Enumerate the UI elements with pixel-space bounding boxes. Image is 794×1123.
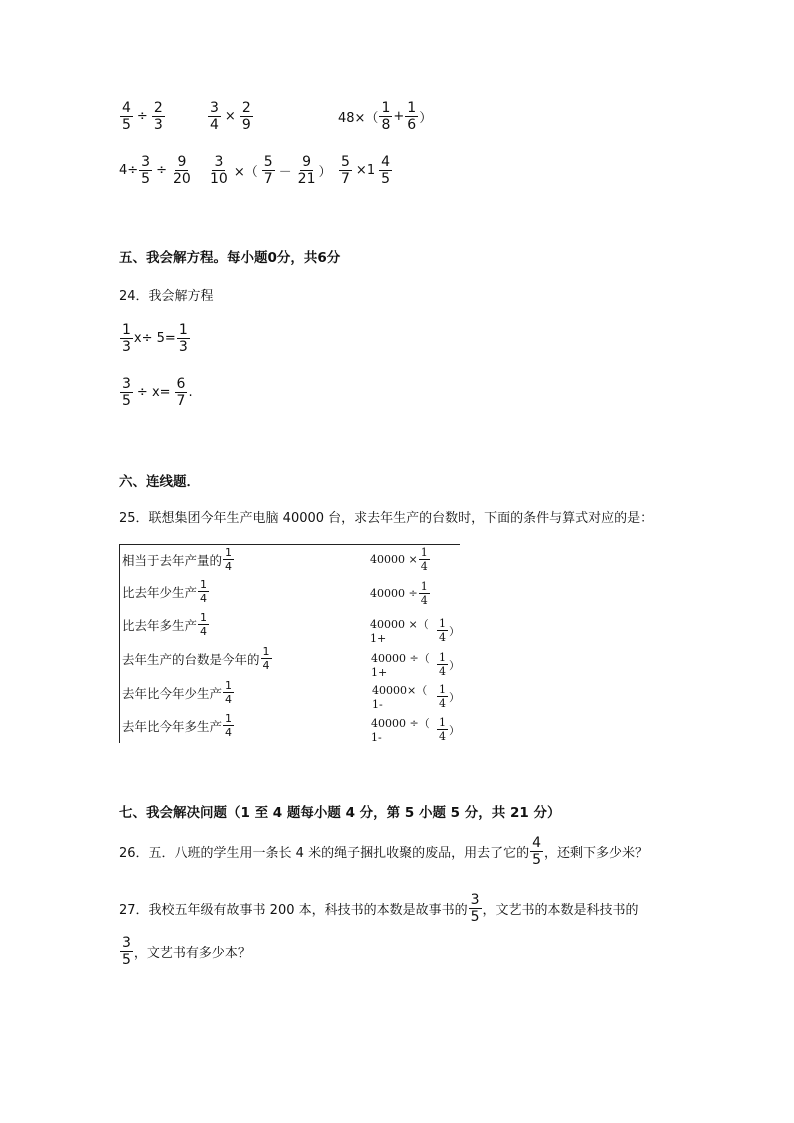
section-heading-7: 七、我会解决问题（1 至 4 题每小题 4 分，第 5 小题 5 分，共 21 分） xyxy=(119,805,561,821)
formula-cell: 40000 ÷ $\frac{1}{4}$ xyxy=(370,580,428,607)
fraction: $\frac{1}{3}$ xyxy=(122,322,131,355)
fraction: $\frac{5}{7}$ xyxy=(263,154,273,187)
fraction: $\frac{1}{6}$ xyxy=(407,100,417,133)
fraction: $\frac{1}{3}$ xyxy=(178,322,188,355)
table-row xyxy=(120,612,460,644)
formula-cell: 40000 × $\frac{1}{4}$ xyxy=(370,546,428,573)
condition-cell: 去年比今年少生产 $\frac{1}{4}$ xyxy=(122,679,233,706)
fraction: $\frac{3}{5}$ xyxy=(141,154,151,187)
fraction: $\frac{3}{5}$ xyxy=(470,892,480,925)
question-27-continued: $\frac{3}{5}$ ，文艺书有多少本？ xyxy=(122,935,251,968)
matching-table xyxy=(119,544,460,743)
equation-2: $\frac{3}{5}$ ÷ x= $\frac{6}{7}$ . xyxy=(122,376,193,409)
calc-expr-3: 48×（ $\frac{1}{8}$ + $\frac{1}{6}$ ） xyxy=(338,100,433,133)
fraction: $\frac{4}{5}$ xyxy=(532,835,541,868)
fraction: $\frac{9}{20}$ xyxy=(173,154,191,187)
question-27: 27．我校五年级有故事书 200 本，科技书的本数是故事书的 $\frac{3}{5}$ ，文艺书的本数是科技书的 xyxy=(119,892,639,925)
fraction: $\frac{4}{5}$ xyxy=(122,100,131,133)
table-row xyxy=(120,547,460,579)
question-25: 25．联想集团今年生产电脑 40000 台，求去年生产的台数时，下面的条件与算式对应的是： xyxy=(119,511,654,526)
condition-cell: 去年比今年多生产 $\frac{1}{4}$ xyxy=(122,712,233,739)
fraction: $\frac{3}{4}$ xyxy=(210,100,219,133)
question-26: 26．五．八班的学生用一条长 4 米的绳子捆扎收聚的废品，用去了它的 $\frac{4}{5}$ ，还剩下多少米？ xyxy=(119,835,649,868)
table-row xyxy=(120,713,460,745)
table-row xyxy=(120,646,460,678)
equation-1: $\frac{1}{3}$ x÷ 5= $\frac{1}{3}$ xyxy=(122,322,188,355)
formula-cell: 40000 ×（ 1+ $\frac{1}{4}$ ） xyxy=(370,617,460,645)
fraction: $\frac{9}{21}$ xyxy=(297,154,316,187)
condition-cell: 相当于去年产量的 $\frac{1}{4}$ xyxy=(122,546,233,573)
fraction: $\frac{3}{5}$ xyxy=(122,376,131,409)
fraction: $\frac{2}{9}$ xyxy=(241,100,251,133)
question-24: 24．我会解方程 xyxy=(119,289,214,304)
fraction: $\frac{1}{8}$ xyxy=(381,100,391,133)
calc-expr-6: $\frac{5}{7}$ ×1 $\frac{4}{5}$ xyxy=(341,154,391,187)
fraction: $\frac{2}{3}$ xyxy=(153,100,163,133)
table-row xyxy=(120,579,460,611)
condition-cell: 比去年少生产 $\frac{1}{4}$ xyxy=(122,578,208,605)
fraction: $\frac{5}{7}$ xyxy=(341,154,350,187)
fraction: $\frac{6}{7}$ xyxy=(176,376,186,409)
section-heading-5: 五、我会解方程。每小题0分，共6分 xyxy=(119,250,341,266)
calc-expr-5: $\frac{3}{10}$ ×（ $\frac{5}{7}$ － $\frac{9}{21}$ ） xyxy=(210,154,332,187)
formula-cell: 40000 ÷（ 1+ $\frac{1}{4}$ ） xyxy=(371,651,460,679)
table-row xyxy=(120,680,460,712)
section-heading-6: 六、连线题． xyxy=(119,474,200,490)
condition-cell: 比去年多生产 $\frac{1}{4}$ xyxy=(122,611,208,638)
calc-expr-2: $\frac{3}{4}$ × $\frac{2}{9}$ xyxy=(210,100,251,133)
fraction: $\frac{3}{5}$ xyxy=(122,935,131,968)
fraction: $\frac{4}{5}$ xyxy=(381,154,391,187)
formula-cell: 40000 ÷（ 1- $\frac{1}{4}$ ） xyxy=(371,716,460,744)
calc-expr-1: $\frac{4}{5}$ ÷ $\frac{2}{3}$ xyxy=(122,100,163,133)
fraction: $\frac{3}{10}$ xyxy=(210,154,228,187)
calc-expr-4: 4÷ $\frac{3}{5}$ ÷ $\frac{9}{20}$ xyxy=(119,154,191,187)
formula-cell: 40000×（ 1- $\frac{1}{4}$ ） xyxy=(372,683,460,711)
condition-cell: 去年生产的台数是今年的 $\frac{1}{4}$ xyxy=(122,645,270,672)
